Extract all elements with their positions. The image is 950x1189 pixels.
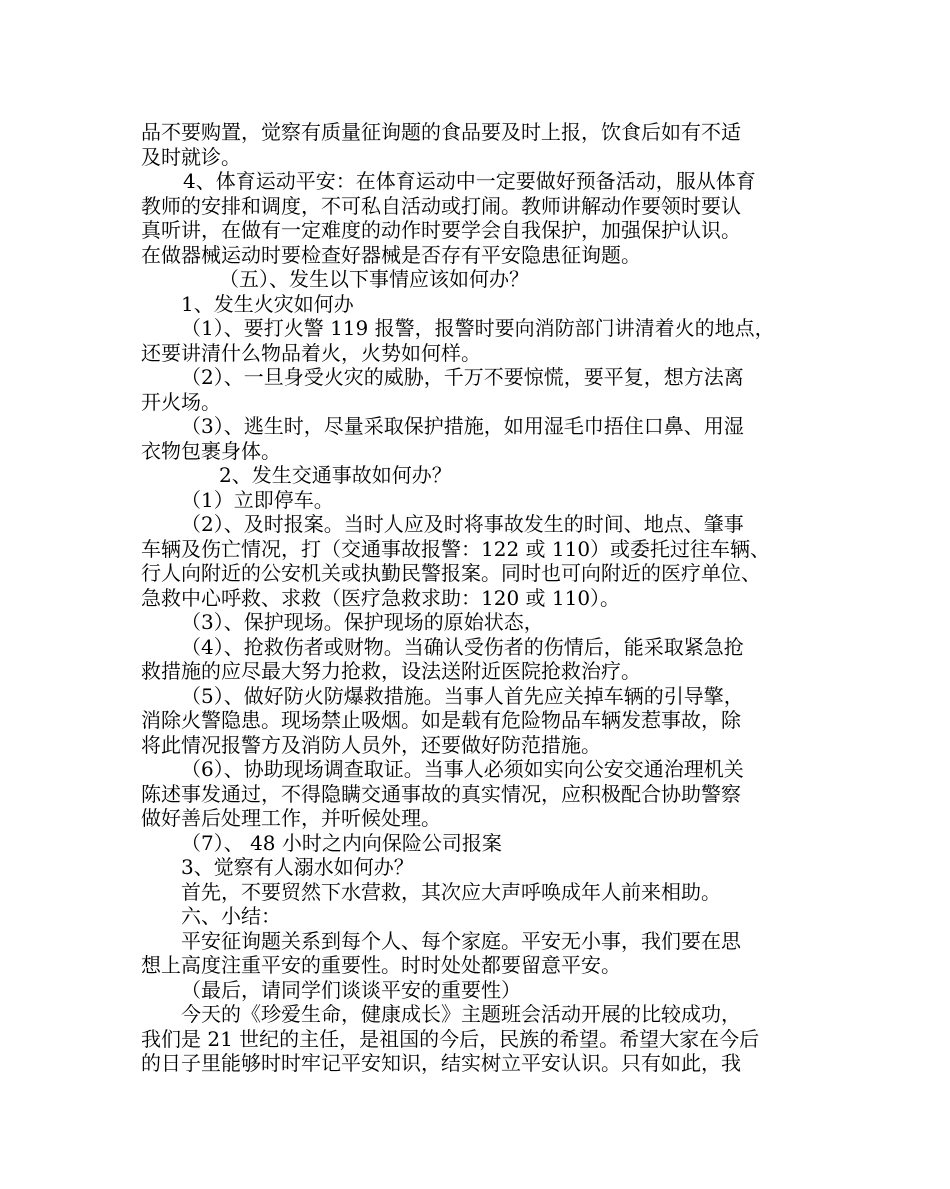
text-line: 将此情况报警方及消防人员外，还要做好防范措施。: [141, 732, 601, 757]
text-line: 真听讲，在做有一定难度的动作时要学会自我保护，加强保护认识。: [141, 218, 741, 242]
subheading: 3、觉察有人溺水如何办？: [181, 855, 414, 879]
text-line: （6）、协助现场调查取证。当事人必须如实向公安交通治理机关: [181, 757, 744, 781]
text-line: （5）、做好防火防爆救措施。当事人首先应关掉车辆的引导擎，: [181, 683, 744, 708]
text-line: 想上高度注重平安的重要性。时时处处都要留意平安。: [141, 953, 621, 977]
text-line: 首先，不要贸然下水营救，其次应大声呼唤成年人前来相助。: [181, 879, 721, 904]
subheading: 2、发生交通事故如何办？: [219, 463, 452, 487]
text-line: 消除火警隐患。现场禁止吸烟。如是载有危险物品车辆发惹事故，除: [141, 708, 741, 732]
text-line: 的日子里能够时时牢记平安知识，结实树立平安认识。只有如此，我: [141, 1051, 741, 1075]
text-line: 还要讲清什么物品着火，火势如何样。: [141, 340, 481, 365]
text-line: 品不要购置，觉察有质量征询题的食品要及时上报，饮食后如有不适: [141, 120, 741, 144]
text-line: 行人向附近的公安机关或执勤民警报案。同时也可向附近的医疗单位、: [141, 561, 761, 585]
document-body: [141, 120, 821, 1076]
text-line: 平安征询题关系到每个人、每个家庭。平安无小事，我们要在思: [181, 928, 741, 953]
text-line: 急救中心呼救、求救（医疗急救求助：120 或 110）。: [141, 585, 621, 610]
text-line: （最后，请同学们谈谈平安的重要性）: [181, 977, 521, 1002]
text-line: （4）、抢救伤者或财物。当确认受伤者的伤情后，能采取紧急抢: [181, 634, 744, 659]
subheading: 1、发生火灾如何办: [181, 291, 354, 316]
text-line: 车辆及伤亡情况，打（交通事故报警：122 或 110）或委托过往车辆、: [141, 536, 771, 561]
text-line: 教师的安排和调度，不可私自活动或打闹。教师讲解动作要领时要认: [141, 193, 741, 218]
text-line: 及时就诊。: [141, 144, 241, 169]
text-line: （2）、及时报案。当时人应及时将事故发生的时间、地点、肇事: [181, 512, 744, 536]
section-heading: 六、小结：: [181, 904, 281, 928]
text-line: （1）立即停车。: [181, 487, 334, 512]
text-line: 我们是 21 世纪的主任，是祖国的今后，民族的希望。希望大家在今后: [141, 1026, 760, 1051]
text-line: 救措施的应尽最大努力抢救，设法送附近医院抢救治疗。: [141, 659, 641, 683]
text-line: 陈述事发通过，不得隐瞒交通事故的真实情况，应积极配合协助警察: [141, 781, 741, 806]
text-line: （7）、 48 小时之内向保险公司报案: [181, 830, 502, 855]
text-line: 做好善后处理工作，并听候处理。: [141, 806, 441, 830]
text-line: 衣物包裹身体。: [141, 438, 281, 463]
text-line: 在做器械运动时要检查好器械是否存有平安隐患征询题。: [141, 242, 641, 267]
text-line: （1）、要打火警 119 报警，报警时要向消防部门讲清着火的地点，: [181, 316, 775, 340]
text-line: 开火场。: [141, 389, 221, 414]
text-line: 今天的《珍爱生命，健康成长》主题班会活动开展的比较成功，: [181, 1002, 741, 1026]
text-line: （2）、一旦身受火灾的威胁，千万不要惊慌，要平复，想方法离: [181, 365, 744, 389]
text-line: 4、体育运动平安：在体育运动中一定要做好预备活动，服从体育: [183, 169, 756, 193]
text-line: （3）、逃生时，尽量采取保护措施，如用湿毛巾捂住口鼻、用湿: [181, 414, 744, 438]
text-line: （3）、保护现场。保护现场的原始状态，: [181, 610, 544, 634]
section-heading: （五）、发生以下事情应该如何办？: [219, 267, 529, 291]
